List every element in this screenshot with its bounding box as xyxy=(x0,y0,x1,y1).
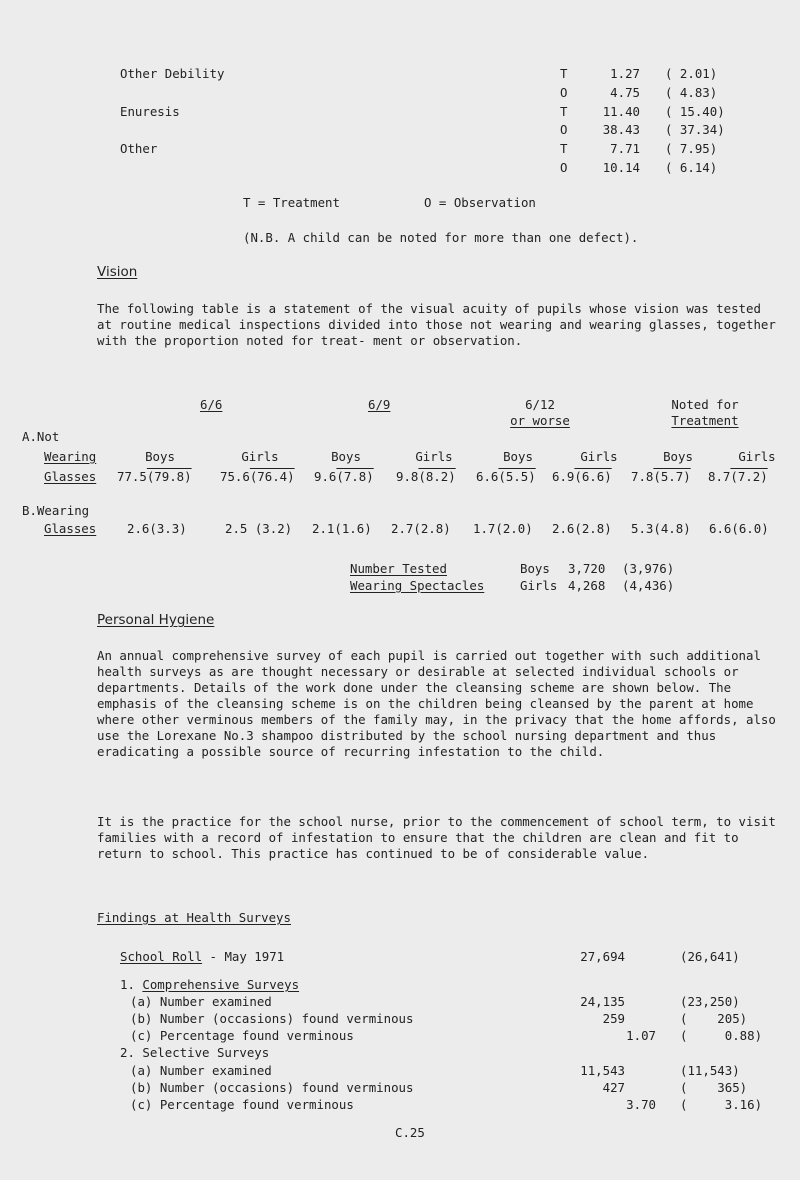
survey-row-previous: ( 0.88) xyxy=(680,1028,763,1043)
row-b-label: Glasses xyxy=(44,521,97,536)
school-roll-label: School Roll - May 1971 xyxy=(120,949,285,964)
defect-note: (N.B. A child can be noted for more than one defect). xyxy=(243,230,639,245)
findings-heading: Findings at Health Surveys xyxy=(97,910,291,925)
defect-value: 38.43 xyxy=(602,122,640,137)
row-a-label: Glasses xyxy=(44,469,97,484)
survey-row-previous: ( 3.16) xyxy=(680,1097,763,1112)
row-a-cell: 77.5(79.8) xyxy=(117,469,192,484)
row-a-cell: 75.6(76.4) xyxy=(220,469,295,484)
defect-name: Other Debility xyxy=(120,66,225,81)
row-b-cell: 2.6(3.3) xyxy=(127,521,187,536)
tested-girls-label: Girls xyxy=(520,578,558,593)
survey-row-previous: (11,543) xyxy=(680,1063,740,1078)
group-header-noted-line2: Treatment xyxy=(671,413,739,428)
sub-header-boys: Boys xyxy=(503,449,533,464)
row-b-cell: 2.6(2.8) xyxy=(552,521,612,536)
tested-boys-previous: (3,976) xyxy=(622,561,675,576)
sub-header-boys: Boys xyxy=(145,449,175,464)
survey-row-value: 259 xyxy=(602,1011,625,1026)
survey-row-previous: ( 365) xyxy=(680,1080,748,1095)
row-b-cell: 2.7(2.8) xyxy=(391,521,451,536)
survey-row-previous: (23,250) xyxy=(680,994,740,1009)
defect-name: Enuresis xyxy=(120,104,180,119)
survey-row-value: 1.07 xyxy=(626,1028,656,1043)
defect-code: O xyxy=(560,85,568,100)
survey-row-value: 3.70 xyxy=(626,1097,656,1112)
row-b-label: B.Wearing xyxy=(22,503,90,518)
defect-name: Other xyxy=(120,141,158,156)
row-a-cell: 9.6(7.8) xyxy=(314,469,374,484)
row-a-label: Wearing xyxy=(44,449,97,464)
defect-previous: ( 15.40) xyxy=(665,104,725,119)
spectacles-label: Wearing Spectacles xyxy=(350,578,485,593)
tested-label: Number Tested xyxy=(350,561,447,576)
school-roll-previous: (26,641) xyxy=(680,949,740,964)
row-a-cell: 9.8(8.2) xyxy=(396,469,456,484)
tested-girls-previous: (4,436) xyxy=(622,578,675,593)
group-header-noted: Noted for xyxy=(671,397,739,412)
defect-previous: ( 6.14) xyxy=(665,160,718,175)
row-b-cell: 2.1(1.6) xyxy=(312,521,372,536)
sub-header-girls: Girls xyxy=(580,449,618,464)
sub-header-girls: Girls xyxy=(415,449,453,464)
row-b-cell: 1.7(2.0) xyxy=(473,521,533,536)
vision-intro: The following table is a statement of the visual acuity of pupils whose vision was tested at routine medical inspections divided into those not wearing and wearing glasses, together with the proportion noted for treat- ment or observation. xyxy=(97,301,776,348)
survey-row-label: (c) Percentage found verminous xyxy=(130,1097,354,1112)
defect-code: O xyxy=(560,160,568,175)
row-a-cell: 7.8(5.7) xyxy=(631,469,691,484)
defect-value: 4.75 xyxy=(610,85,640,100)
defect-value: 11.40 xyxy=(602,104,640,119)
comprehensive-surveys-heading: 1. Comprehensive Surveys xyxy=(120,977,300,992)
row-b-cell: 5.3(4.8) xyxy=(631,521,691,536)
group-header-6-12-line2: or worse xyxy=(510,413,570,428)
defect-previous: ( 2.01) xyxy=(665,66,718,81)
defect-value: 1.27 xyxy=(610,66,640,81)
defect-value: 10.14 xyxy=(602,160,640,175)
row-b-cell: 2.5 (3.2) xyxy=(225,521,293,536)
vision-heading: Vision xyxy=(97,264,138,280)
row-b-cell: 6.6(6.0) xyxy=(709,521,769,536)
hygiene-paragraph-2: It is the practice for the school nurse, prior to the commencement of school term, to visit families with a record of infestation to ensure that the children are clean and fit to return to school. This practice has continued to be of considerable value. xyxy=(97,814,776,861)
group-header-6-9: 6/9 xyxy=(368,397,391,412)
selective-surveys-heading: 2. Selective Surveys xyxy=(120,1045,270,1060)
survey-row-label: (b) Number (occasions) found verminous xyxy=(130,1011,414,1026)
group-header-6-6: 6/6 xyxy=(200,397,223,412)
tested-boys-label: Boys xyxy=(520,561,550,576)
tested-boys-value: 3,720 xyxy=(568,561,606,576)
defect-previous: ( 7.95) xyxy=(665,141,718,156)
legend-observation: O = Observation xyxy=(424,195,536,210)
hygiene-heading: Personal Hygiene xyxy=(97,612,215,628)
tested-girls-value: 4,268 xyxy=(568,578,606,593)
survey-row-label: (a) Number examined xyxy=(130,1063,272,1078)
defect-code: O xyxy=(560,122,568,137)
row-a-cell: 8.7(7.2) xyxy=(708,469,768,484)
defect-previous: ( 4.83) xyxy=(665,85,718,100)
sub-header-girls: Girls xyxy=(241,449,279,464)
survey-row-value: 11,543 xyxy=(580,1063,625,1078)
defect-code: T xyxy=(560,104,568,119)
sub-header-boys: Boys xyxy=(663,449,693,464)
sub-header-boys: Boys xyxy=(331,449,361,464)
hygiene-paragraph-1: An annual comprehensive survey of each pupil is carried out together with such additional health surveys as are thought necessary or desirable at selected individual schools or departments. Details of the work done under the cleansing scheme are shown below. The emphasis of the cleansing scheme is on the children being cleansed by the parent at home where other verminous members of the family may, in the privacy that the home affords, also use the Lorexane No.3 shampoo distributed by the school nursing department and thus eradicating a possible source of recurring infestation to the child. xyxy=(97,648,776,759)
page-number: C.25 xyxy=(395,1125,425,1140)
survey-row-label: (b) Number (occasions) found verminous xyxy=(130,1080,414,1095)
survey-row-value: 427 xyxy=(602,1080,625,1095)
survey-row-label: (c) Percentage found verminous xyxy=(130,1028,354,1043)
school-roll-value: 27,694 xyxy=(580,949,625,964)
defect-previous: ( 37.34) xyxy=(665,122,725,137)
sub-header-girls: Girls xyxy=(738,449,776,464)
defect-code: T xyxy=(560,141,568,156)
group-header-6-12: 6/12 xyxy=(525,397,555,412)
survey-row-value: 24,135 xyxy=(580,994,625,1009)
survey-row-previous: ( 205) xyxy=(680,1011,748,1026)
legend-treatment: T = Treatment xyxy=(243,195,340,210)
defect-code: T xyxy=(560,66,568,81)
defect-value: 7.71 xyxy=(610,141,640,156)
row-a-cell: 6.9(6.6) xyxy=(552,469,612,484)
survey-row-label: (a) Number examined xyxy=(130,994,272,1009)
row-a-label: A.Not xyxy=(22,429,60,444)
row-a-cell: 6.6(5.5) xyxy=(476,469,536,484)
